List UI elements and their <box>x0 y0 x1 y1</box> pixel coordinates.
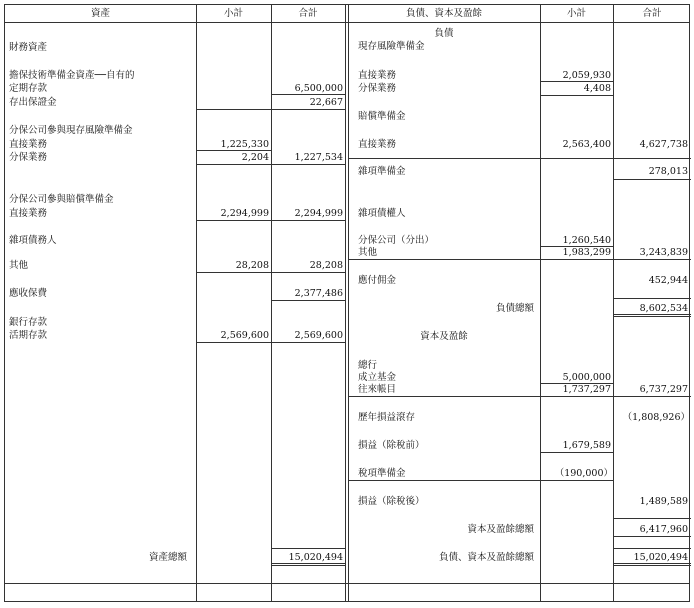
underline <box>613 298 691 299</box>
r-reins-business-label: 分保業務 <box>358 83 397 94</box>
current-account-total: 6,737,297 <box>639 384 688 395</box>
premium-receivable-label: 應收保費 <box>9 288 48 299</box>
double-underline <box>613 314 691 317</box>
current-account-label: 往來帳目 <box>358 384 397 395</box>
r-direct-business-2-total: 4,627,738 <box>639 139 688 150</box>
profit-after-tax-total: 1,489,589 <box>639 496 688 507</box>
tax-reserve-label: 稅項準備金 <box>358 468 406 479</box>
tax-reserve-subtotal: （190,000） <box>554 468 613 479</box>
underline <box>348 480 613 481</box>
underline <box>196 220 345 221</box>
liabilities-heading: 負債 <box>434 28 454 39</box>
reins-claim-title: 分保公司參與賠償準備金 <box>9 194 114 205</box>
underline <box>271 94 345 95</box>
current-account-subtotal: 1,737,297 <box>562 384 611 395</box>
header-subtotal-right: 小計 <box>566 8 586 19</box>
reins-premium-title: 分保公司參與現存風險準備金 <box>9 125 133 136</box>
header-assets: 資產 <box>90 8 110 19</box>
head-office-label: 總行 <box>358 360 378 371</box>
total-liab-capital-value: 15,020,494 <box>633 552 688 563</box>
underline <box>613 548 691 549</box>
header-total-right: 合計 <box>642 8 662 19</box>
underline <box>613 179 691 180</box>
underline <box>348 158 691 159</box>
footer-divider <box>5 583 689 584</box>
profit-before-tax-subtotal: 1,679,589 <box>562 440 611 451</box>
reins-business-subtotal: 2,204 <box>241 152 269 163</box>
header-liabilities-equity: 負債、資本及盈餘 <box>405 8 482 19</box>
r-reins-business-subtotal: 4,408 <box>583 83 611 94</box>
underline <box>196 272 345 273</box>
underline <box>540 81 613 82</box>
underline <box>196 342 345 343</box>
double-underline <box>271 563 345 566</box>
underline <box>196 150 271 151</box>
r-direct-business-2-subtotal: 2,563,400 <box>562 139 611 150</box>
establishment-fund-label: 成立基金 <box>358 372 397 383</box>
claim-reserve-label: 賠償準備金 <box>358 111 406 122</box>
total-assets-value: 15,020,494 <box>288 552 343 563</box>
total-assets-label: 資產總額 <box>148 552 187 563</box>
col-divider <box>345 5 346 601</box>
r-direct-business-label: 直接業務 <box>358 70 397 81</box>
others-total: 28,208 <box>309 260 343 271</box>
balance-sheet <box>4 4 690 602</box>
commission-payable-label: 應付佣金 <box>358 275 397 286</box>
direct-business-2-subtotal: 2,294,999 <box>220 208 269 219</box>
direct-business-2-total: 2,294,999 <box>294 208 343 219</box>
others-label: 其他 <box>9 260 29 271</box>
reins-companies-label: 分保公司（分出） <box>358 235 435 246</box>
reins-business-label: 分保業務 <box>9 152 48 163</box>
direct-business-label: 直接業務 <box>9 139 48 150</box>
underline <box>540 95 613 96</box>
reins-business-total: 1,227,534 <box>294 152 343 163</box>
underline <box>613 518 691 519</box>
deposit-out-label: 存出保證金 <box>9 97 57 108</box>
direct-business-2-label: 直接業務 <box>9 208 48 219</box>
deposit-out-total: 22,667 <box>309 97 343 108</box>
unexpired-reserve-label: 現存風險準備金 <box>358 41 425 52</box>
guarantee-technical-label: 擔保技術準備金資產──自有的 <box>9 70 135 81</box>
underline <box>613 536 691 537</box>
misc-reserve-total: 278,013 <box>648 166 688 177</box>
total-liab-capital-label: 負債、資本及盈餘總額 <box>438 552 534 563</box>
total-capital-surplus-value: 6,417,960 <box>639 524 688 535</box>
direct-business-subtotal: 1,225,330 <box>220 139 269 150</box>
r-others-subtotal: 1,983,299 <box>562 247 611 258</box>
total-liabilities-value: 8,602,534 <box>639 303 688 314</box>
underline <box>348 259 691 260</box>
underline <box>196 164 345 165</box>
bank-deposit-label: 銀行存款 <box>9 317 48 328</box>
accumulated-loss-label: 歷年損益滾存 <box>358 412 416 423</box>
premium-receivable-total: 2,377,486 <box>294 288 343 299</box>
header-total-left: 合計 <box>298 8 318 19</box>
double-underline <box>613 563 691 566</box>
misc-creditors-label: 雜項債權人 <box>358 208 406 219</box>
current-deposit-label: 活期存款 <box>9 330 48 341</box>
commission-payable-total: 452,944 <box>648 275 688 286</box>
r-direct-business-subtotal: 2,059,930 <box>562 70 611 81</box>
total-liabilities-label: 負債總額 <box>495 303 534 314</box>
underline <box>196 109 345 110</box>
underline <box>348 396 691 397</box>
reins-companies-subtotal: 1,260,540 <box>562 235 611 246</box>
establishment-fund-subtotal: 5,000,000 <box>562 372 611 383</box>
capital-surplus-heading: 資本及盈餘 <box>420 331 468 342</box>
time-deposit-total: 6,500,000 <box>294 83 343 94</box>
profit-before-tax-label: 損益（除稅前） <box>358 440 425 451</box>
r-others-total: 3,243,839 <box>639 247 688 258</box>
header-divider <box>5 22 689 23</box>
header-subtotal-left: 小計 <box>223 8 243 19</box>
misc-debtors-label: 雜項債務人 <box>9 235 57 246</box>
total-capital-surplus-label: 資本及盈餘總額 <box>467 524 534 535</box>
current-deposit-subtotal: 2,569,600 <box>220 330 269 341</box>
col-divider <box>196 5 197 601</box>
r-others-label: 其他 <box>358 247 378 258</box>
r-direct-business-2-label: 直接業務 <box>358 139 397 150</box>
underline <box>271 300 345 301</box>
time-deposit-label: 定期存款 <box>9 83 48 94</box>
financial-assets-label: 財務資產 <box>9 42 48 53</box>
underline <box>540 452 613 453</box>
others-subtotal: 28,208 <box>235 260 269 271</box>
accumulated-loss-total: （1,808,926） <box>622 412 690 423</box>
current-deposit-total: 2,569,600 <box>294 330 343 341</box>
misc-reserve-label: 雜項準備金 <box>358 166 406 177</box>
profit-after-tax-label: 損益（除稅後） <box>358 496 425 507</box>
underline <box>271 548 345 549</box>
